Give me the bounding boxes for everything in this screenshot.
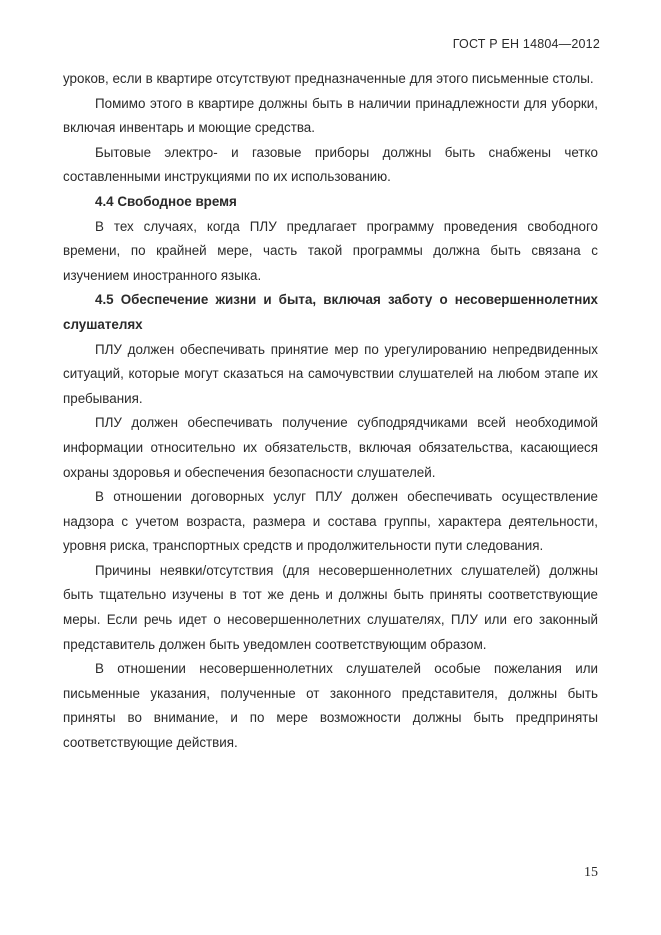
section-heading-4-4: 4.4 Свободное время — [95, 193, 237, 209]
page-number: 15 — [584, 865, 598, 880]
document-body — [63, 67, 598, 756]
paragraph-appliances: Бытовые электро- и газовые приборы должны быть снабжены четко составленными инструкциями по их использованию. — [63, 144, 598, 185]
paragraph-continuation: уроков, если в квартире отсутствуют предназначенные для этого письменные столы. — [63, 71, 594, 86]
document-header: ГОСТ Р ЕН 14804—2012 — [452, 37, 600, 51]
paragraph-free-time: В тех случаях, когда ПЛУ предлагает программу проведения свободного времени, по крайней мере, часть такой программы должна быть связана с изучением иностранного языка. — [63, 218, 598, 283]
paragraph-cleaning-supplies: Помимо этого в квартире должны быть в наличии принадлежности для уборки, включая инвентарь и моющие средства. — [63, 95, 598, 136]
paragraph-supervision: В отношении договорных услуг ПЛУ должен обеспечивать осуществление надзора с учетом возраста, размера и состава группы, характера деятельности, уровня риска, транспортных средств и продолжительности пути следования. — [63, 489, 598, 554]
paragraph-special-requests: В отношении несовершеннолетних слушателей особые пожелания или письменные указания, полученные от законного представителя, должны быть приняты во внимание, и по мере возможности должны быть предприняты соответствующие действия. — [63, 661, 598, 751]
paragraph-absence: Причины неявки/отсутствия (для несовершеннолетних слушателей) должны быть тщательно изучены в тот же день и должны быть приняты соответствующие меры. Если речь идет о несовершеннолетних слушателях, ПЛУ или его законный представитель должен быть уведомлен соответствующим образом. — [63, 562, 598, 652]
paragraph-unforeseen-situations: ПЛУ должен обеспечивать принятие мер по урегулированию непредвиденных ситуаций, которые могут сказаться на самочувствии слушателей на любом этапе их пребывания. — [63, 341, 598, 406]
section-heading-4-5: 4.5 Обеспечение жизни и быта, включая заботу о несовершеннолетних слушателях — [63, 292, 598, 332]
paragraph-subcontractors: ПЛУ должен обеспечивать получение субподрядчиками всей необходимой информации относительно их обязательств, включая обязательства, касающиеся охраны здоровья и обеспечения безопасности слушателей. — [63, 415, 598, 480]
